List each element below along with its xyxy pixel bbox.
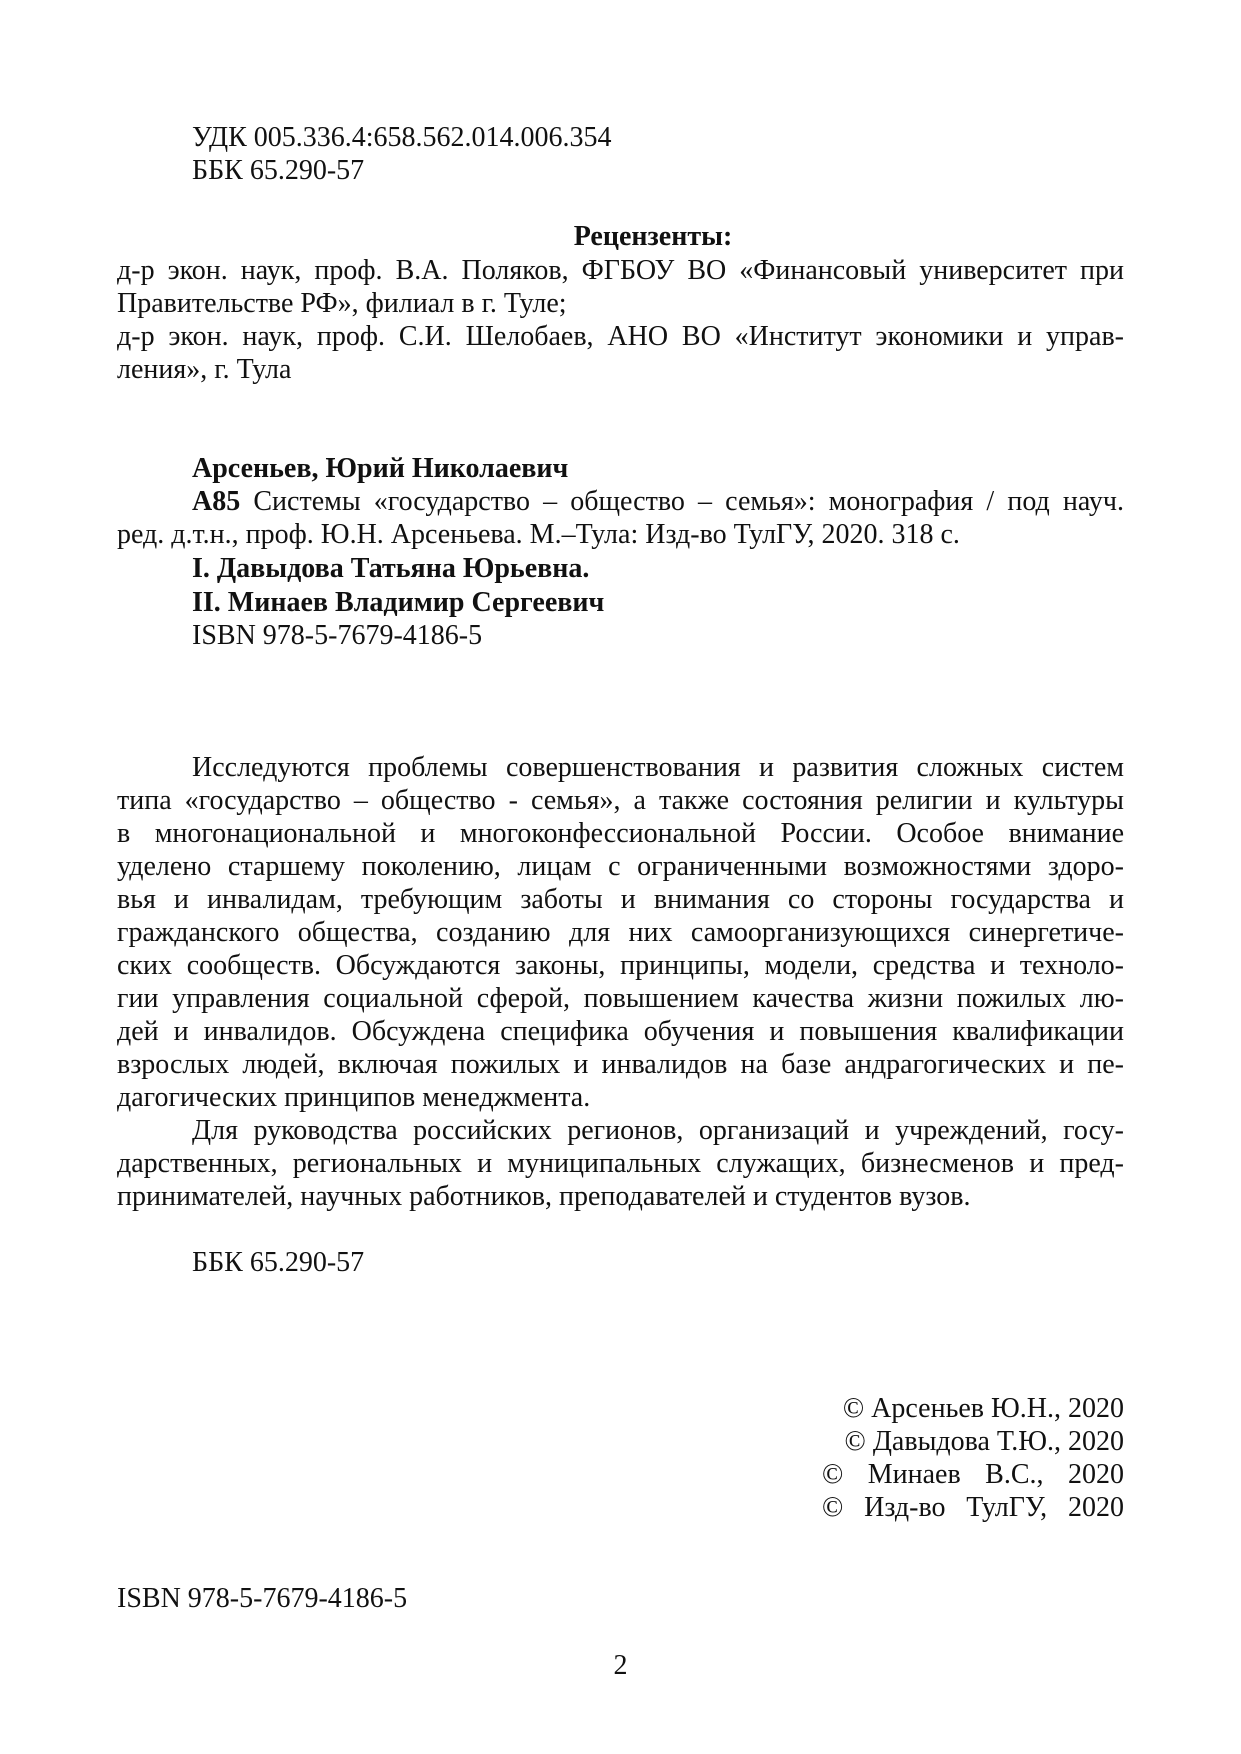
reviewers-heading: Рецензенты: (573, 221, 733, 252)
catalog-title-block (117, 485, 1124, 551)
audience-paragraph (117, 1114, 1124, 1213)
reviewer-line: д-р экон. наук, проф. С.И. Шелобаев, АНО ВО «Институт экономики и управ- (117, 321, 1124, 352)
copyright-symbol: © (822, 1492, 844, 1523)
catalog-coauthor: I. Давыдова Татьяна Юрьевна. (192, 553, 590, 584)
abstract-line: Исследуются проблемы совершенствования и развития сложных систем (192, 752, 1124, 783)
page-number: 2 (613, 1650, 628, 1681)
copyright-block (822, 1392, 1124, 1524)
copyright-line (822, 1425, 1124, 1458)
audience-line: Для руководства российских регионов, организаций и учреждений, госу- (192, 1115, 1124, 1146)
abstract-line: типа «государство – общество - семья», а также состояния религии и культуры (117, 785, 1124, 816)
copyright-text: Минаев В.С., 2020 (867, 1459, 1125, 1490)
abstract-line: ских сообществ. Обсуждаются законы, принципы, модели, средства и техноло- (117, 950, 1124, 981)
catalog-title-line (117, 485, 1124, 518)
copyright-symbol: © (842, 1393, 865, 1424)
catalog-title-line: ред. д.т.н., проф. Ю.Н. Арсеньева. М.–Тула: Изд-во ТулГУ, 2020. 318 с. (117, 519, 960, 550)
isbn-bottom: ISBN 978-5-7679-4186-5 (117, 1583, 408, 1614)
copyright-symbol: © (822, 1459, 844, 1490)
abstract-line: гражданского общества, созданию для них самоорганизующихся синергетиче- (117, 917, 1124, 948)
catalog-coauthor: II. Минаев Владимир Сергеевич (192, 587, 605, 618)
reviewers-block (117, 254, 1124, 386)
audience-line: принимателей, научных работников, преподавателей и студентов вузов. (117, 1181, 971, 1212)
abstract-line: взрослых людей, включая пожилых и инвалидов на базе андрагогических и пе- (117, 1049, 1124, 1080)
abstract-line: гии управления социальной сферой, повышением качества жизни пожилых лю- (117, 983, 1124, 1014)
abstract-paragraph (117, 751, 1124, 1114)
copyright-text: Давыдова Т.Ю., 2020 (872, 1426, 1124, 1457)
udk-code: УДК 005.336.4:658.562.014.006.354 (192, 122, 612, 153)
reviewer-line: д-р экон. наук, проф. В.А. Поляков, ФГБОУ ВО «Финансовый университет при (117, 255, 1124, 286)
copyright-text: Изд-во ТулГУ, 2020 (864, 1492, 1124, 1523)
reviewer-line: ления», г. Тула (117, 354, 292, 385)
bbk-code-top: ББК 65.290-57 (192, 155, 365, 186)
abstract-line: уделено старшему поколению, лицам с ограниченными возможностями здоро- (117, 851, 1124, 882)
copyright-text: Арсеньев Ю.Н., 2020 (871, 1393, 1124, 1424)
audience-line: дарственных, региональных и муниципальных служащих, бизнесменов и пред- (117, 1148, 1124, 1179)
abstract-line: дагогических принципов менеджмента. (117, 1082, 591, 1113)
catalog-code: А85 (192, 486, 241, 517)
copyright-line (822, 1458, 1124, 1491)
abstract-line: в многонациональной и многоконфессиональной России. Особое внимание (117, 818, 1124, 849)
catalog-title-text: Системы «государство – общество – семья»: монография / под науч. (240, 486, 1124, 517)
copyright-symbol: © (844, 1426, 866, 1457)
catalog-author: Арсеньев, Юрий Николаевич (192, 453, 569, 484)
catalog-isbn: ISBN 978-5-7679-4186-5 (192, 620, 483, 651)
abstract-line: дей и инвалидов. Обсуждена специфика обучения и повышения квалификации (117, 1016, 1124, 1047)
abstract-line: вья и инвалидам, требующим заботы и внимания со стороны государства и (117, 884, 1124, 915)
copyright-line (822, 1491, 1124, 1524)
bbk-code-bottom: ББК 65.290-57 (192, 1247, 365, 1278)
reviewer-line: Правительстве РФ», филиал в г. Туле; (117, 288, 567, 319)
copyright-line (822, 1392, 1124, 1425)
